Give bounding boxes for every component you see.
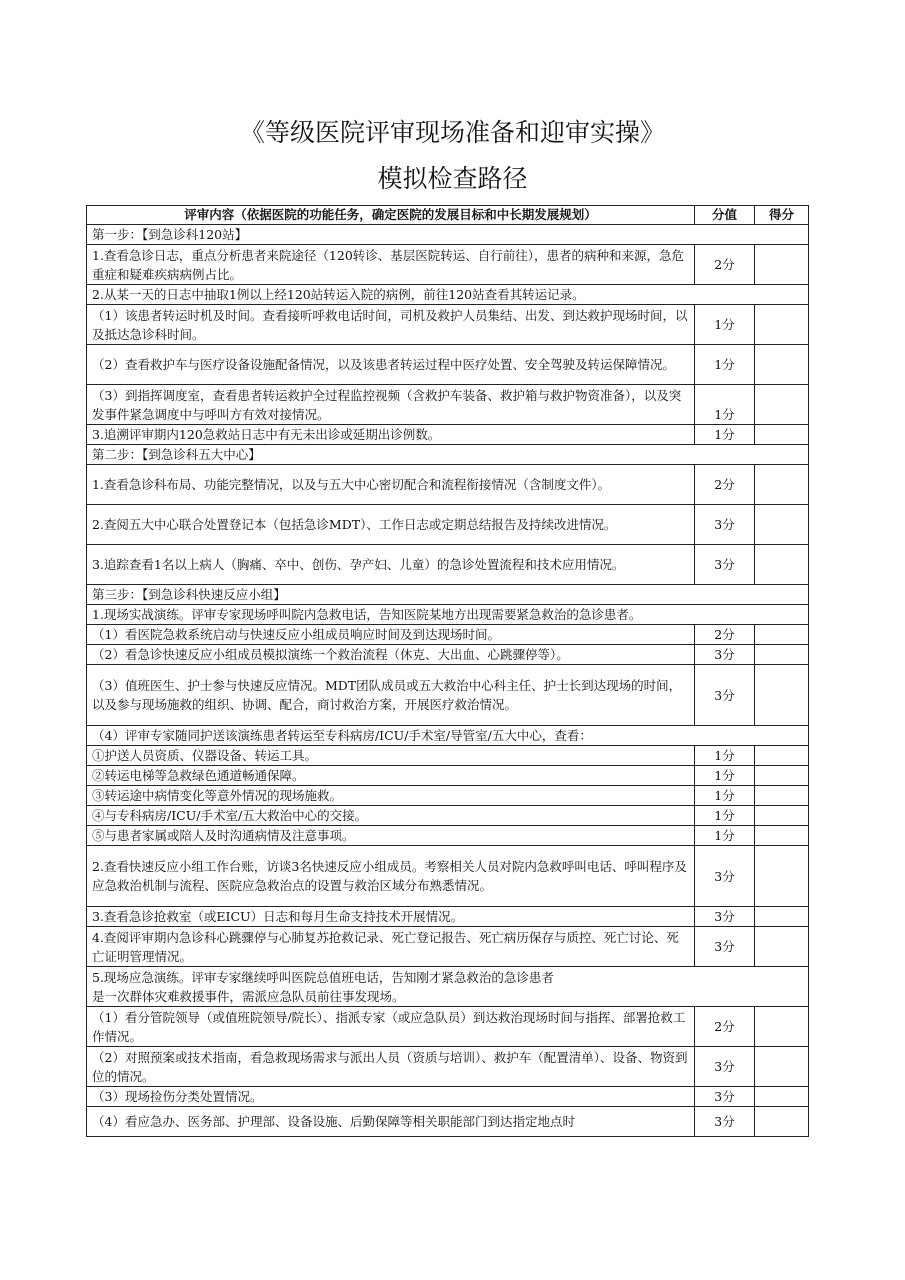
table-row: [87, 927, 809, 967]
table-row: [87, 846, 809, 907]
item-content: ②转运电梯等急救绿色通道畅通保障。: [87, 766, 695, 786]
item-content: 2.查看快速反应小组工作台账，访谈3名快速反应小组成员。考察相关人员对院内急救呼叫电话、呼叫程序及应急救治机制与流程、医院应急救治点的设置与救治区域分布熟悉情况。: [87, 846, 695, 907]
table-row: [87, 305, 809, 345]
item-content: （1）看医院急救系统启动与快速反应小组成员响应时间及到达现场时间。: [87, 625, 695, 645]
obtained-score-cell[interactable]: [755, 625, 809, 645]
document-subtitle: 模拟检查路径: [377, 164, 528, 193]
item-content: （3）值班医生、护士参与快速反应情况。MDT团队成员或五大救治中心科主任、护士长到达现场的时间，以及参与现场施救的组织、协调、配合，商讨救治方案，开展医疗救治情况。: [87, 665, 695, 726]
item-content: （4）看应急办、医务部、护理部、设备设施、后勤保障等相关职能部门到达指定地点时: [87, 1107, 695, 1137]
item-content: ①护送人员资质、仪器设备、转运工具。: [87, 746, 695, 766]
section-heading: 第一步：【到急诊科120站】: [87, 225, 809, 245]
obtained-score-cell[interactable]: [755, 545, 809, 585]
item-content: 3.追溯评审期内120急救站日志中有无未出诊或延期出诊例数。: [87, 425, 695, 445]
item-content: （2）对照预案或技术指南，看急救现场需求与派出人员（资质与培训）、救护车（配置清单）、设备、物资到位的情况。: [87, 1047, 695, 1087]
section-heading: 5.现场应急演练。评审专家继续呼叫医院总值班电话，告知刚才紧急救治的急诊患者 是一次群体灾难救援事件，需派应急队员前往事发现场。: [87, 967, 809, 1007]
table-row: [87, 345, 809, 385]
table-row: [87, 505, 809, 545]
table-row: [87, 907, 809, 927]
obtained-score-cell[interactable]: [755, 645, 809, 665]
item-score: 1分: [695, 345, 755, 385]
obtained-score-cell[interactable]: [755, 425, 809, 445]
obtained-score-cell[interactable]: [755, 746, 809, 766]
obtained-score-cell[interactable]: [755, 1007, 809, 1047]
section-heading: 1.现场实战演练。评审专家现场呼叫院内急救电话，告知医院某地方出现需要紧急救治的急诊患者。: [87, 605, 809, 625]
item-content: 3.查看急诊抢救室（或EICU）日志和每月生命支持技术开展情况。: [87, 907, 695, 927]
item-score: 1分: [695, 385, 755, 425]
item-score: 1分: [695, 806, 755, 826]
obtained-score-cell[interactable]: [755, 465, 809, 505]
item-score: 3分: [695, 665, 755, 726]
obtained-score-cell[interactable]: [755, 1107, 809, 1137]
item-content: （1）看分管院领导（或值班院领导/院长）、指派专家（或应急队员）到达救治现场时间与指挥、部署抢救工作情况。: [87, 1007, 695, 1047]
obtained-score-cell[interactable]: [755, 806, 809, 826]
item-content: 2.查阅五大中心联合处置登记本（包括急诊MDT）、工作日志或定期总结报告及持续改进情况。: [87, 505, 695, 545]
obtained-score-cell[interactable]: [755, 1047, 809, 1087]
table-row: [87, 625, 809, 645]
table-row: [87, 645, 809, 665]
header-content: 评审内容（依据医院的功能任务，确定医院的发展目标和中长期发展规划）: [87, 206, 695, 225]
section-heading: （4）评审专家随同护送该演练患者转运至专科病房/ICU/手术室/导管室/五大中心，查看：: [87, 726, 809, 746]
section-row: [87, 445, 809, 465]
table-row: [87, 665, 809, 726]
table-row: [87, 545, 809, 585]
obtained-score-cell[interactable]: [755, 907, 809, 927]
item-score: 3分: [695, 505, 755, 545]
item-score: 3分: [695, 907, 755, 927]
item-content: 1.查看急诊日志，重点分析患者来院途径（120转诊、基层医院转运、自行前往），患者的病种和来源，急危重症和疑难疾病病例占比。: [87, 245, 695, 285]
table-row: [87, 245, 809, 285]
item-content: （3）到指挥调度室，查看患者转运救护全过程监控视频（含救护车装备、救护箱与救护物资准备），以及突发事件紧急调度中与呼叫方有效对接情况。: [87, 385, 695, 425]
item-score: 3分: [695, 545, 755, 585]
item-score: 3分: [695, 1087, 755, 1107]
obtained-score-cell[interactable]: [755, 665, 809, 726]
table-row: [87, 786, 809, 806]
item-score: 3分: [695, 927, 755, 967]
obtained-score-cell[interactable]: [755, 505, 809, 545]
table-header-row: [87, 206, 809, 225]
section-row: [87, 585, 809, 605]
section-row: [87, 225, 809, 245]
item-score: 1分: [695, 766, 755, 786]
section-row: [87, 967, 809, 1007]
obtained-score-cell[interactable]: [755, 385, 809, 425]
obtained-score-cell[interactable]: [755, 1087, 809, 1107]
item-score: 2分: [695, 465, 755, 505]
table-row: [87, 1087, 809, 1107]
obtained-score-cell[interactable]: [755, 846, 809, 907]
document-title: 《等级医院评审现场准备和迎审实操》: [239, 118, 665, 147]
table-row: [87, 766, 809, 786]
table-row: [87, 385, 809, 425]
item-score: 3分: [695, 846, 755, 907]
table-body: [87, 225, 809, 1137]
item-score: 2分: [695, 1007, 755, 1047]
item-score: 1分: [695, 826, 755, 846]
item-score: 3分: [695, 1107, 755, 1137]
item-content: （3）现场捡伤分类处置情况。: [87, 1087, 695, 1107]
obtained-score-cell[interactable]: [755, 345, 809, 385]
header-points: 分值: [695, 206, 755, 225]
item-score: 3分: [695, 1047, 755, 1087]
item-score: 2分: [695, 245, 755, 285]
item-content: 4.查阅评审期内急诊科心跳骤停与心肺复苏抢救记录、死亡登记报告、死亡病历保存与质控、死亡讨论、死亡证明管理情况。: [87, 927, 695, 967]
item-content: （1）该患者转运时机及时间。查看接听呼救电话时间，司机及救护人员集结、出发、到达救护现场时间，以及抵达急诊科时间。: [87, 305, 695, 345]
table-row: [87, 746, 809, 766]
table-row: [87, 1047, 809, 1087]
item-score: 3分: [695, 645, 755, 665]
table-row: [87, 1107, 809, 1137]
obtained-score-cell[interactable]: [755, 826, 809, 846]
obtained-score-cell[interactable]: [755, 245, 809, 285]
item-score: 1分: [695, 746, 755, 766]
obtained-score-cell[interactable]: [755, 305, 809, 345]
table-row: [87, 465, 809, 505]
table-row: [87, 425, 809, 445]
table-row: [87, 1007, 809, 1047]
item-score: 1分: [695, 305, 755, 345]
section-row: [87, 726, 809, 746]
obtained-score-cell[interactable]: [755, 766, 809, 786]
item-content: （2）查看救护车与医疗设备设施配备情况，以及该患者转运过程中医疗处置、安全驾驶及转运保障情况。: [87, 345, 695, 385]
section-row: [87, 285, 809, 305]
section-heading: 第二步：【到急诊科五大中心】: [87, 445, 809, 465]
review-table: [86, 205, 809, 1137]
header-obtained: 得分: [755, 206, 809, 225]
item-content: （2）看急诊快速反应小组成员模拟演练一个救治流程（休克、大出血、心跳骤停等）。: [87, 645, 695, 665]
section-heading: 第三步：【到急诊科快速反应小组】: [87, 585, 809, 605]
item-content: 3.追踪查看1名以上病人（胸痛、卒中、创伤、孕产妇、儿童）的急诊处置流程和技术应用情况。: [87, 545, 695, 585]
item-content: ③转运途中病情变化等意外情况的现场施救。: [87, 786, 695, 806]
table-row: [87, 826, 809, 846]
item-content: ④与专科病房/ICU/手术室/五大救治中心的交接。: [87, 806, 695, 826]
item-score: 2分: [695, 625, 755, 645]
item-score: 1分: [695, 425, 755, 445]
item-content: 1.查看急诊科布局、功能完整情况，以及与五大中心密切配合和流程衔接情况（含制度文件）。: [87, 465, 695, 505]
section-row: [87, 605, 809, 625]
obtained-score-cell[interactable]: [755, 786, 809, 806]
table-row: [87, 806, 809, 826]
section-heading: 2.从某一天的日志中抽取1例以上经120站转运入院的病例，前往120站查看其转运记录。: [87, 285, 809, 305]
obtained-score-cell[interactable]: [755, 927, 809, 967]
item-content: ⑤与患者家属或陪人及时沟通病情及注意事项。: [87, 826, 695, 846]
item-score: 1分: [695, 786, 755, 806]
